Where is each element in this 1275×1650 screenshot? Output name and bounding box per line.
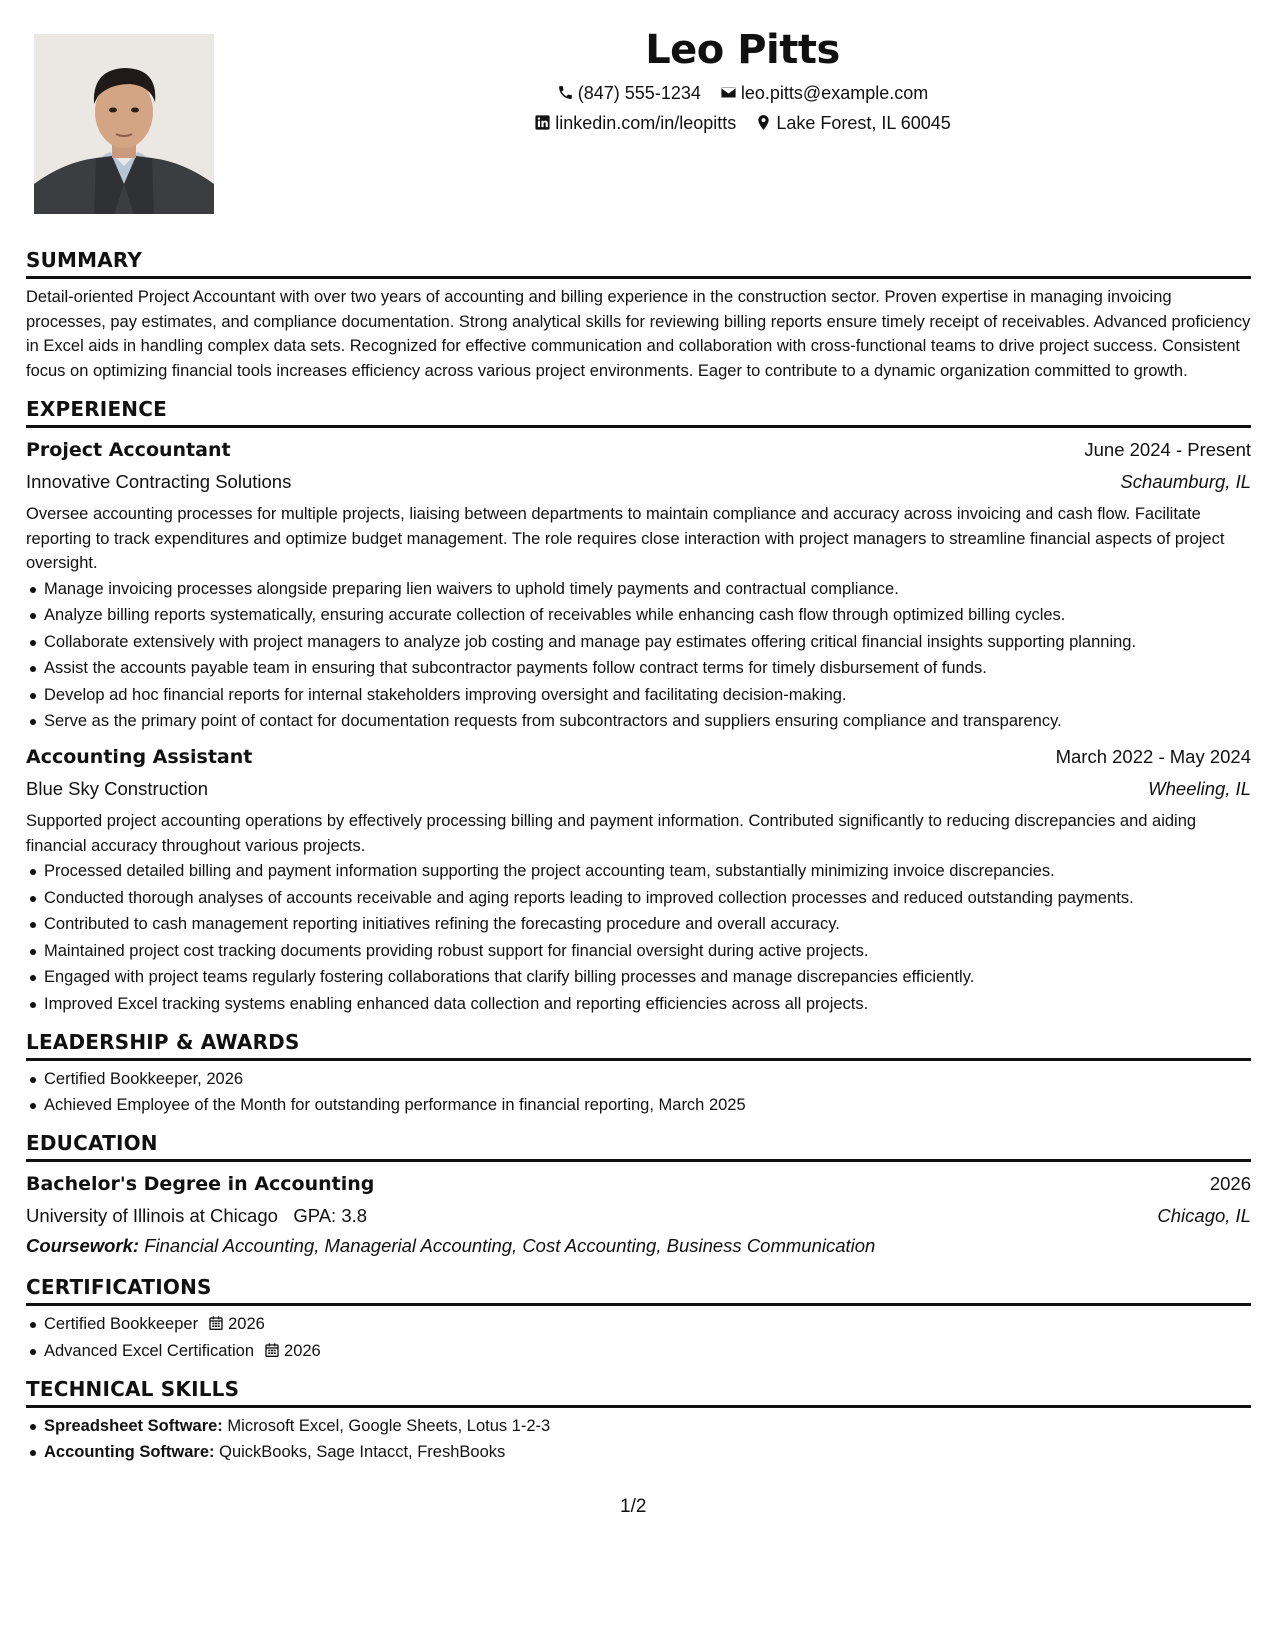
job-subheader bbox=[26, 466, 1251, 497]
job-description: Oversee accounting processes for multiple projects, liaising between departments to maintain compliance and accuracy across invoicing and cash flow. Facilitate reporting to track expenditures and optimize budget management. The role requires close interaction with project managers to streamline financial aspects of project oversight. bbox=[26, 505, 1225, 572]
experience-section bbox=[26, 395, 1251, 1016]
list-item: Analyze billing reports systematically, ensuring accurate collection of receivables while enhancing cash flow through optimized billing cycles. bbox=[26, 603, 1251, 627]
job-title: Accounting Assistant bbox=[26, 746, 253, 768]
summary-section bbox=[26, 246, 1251, 383]
section-title: CERTIFICATIONS bbox=[26, 1273, 1251, 1306]
list-item: Serve as the primary point of contact for documentation requests from subcontractors and suppliers ensuring compliance and transparency. bbox=[26, 709, 1251, 733]
gpa: GPA: 3.8 bbox=[293, 1205, 368, 1226]
job-subheader bbox=[26, 773, 1251, 804]
location-text: Lake Forest, IL 60045 bbox=[776, 113, 951, 133]
certification-year: 2026 bbox=[284, 1341, 321, 1360]
section-title: TECHNICAL SKILLS bbox=[26, 1375, 1251, 1408]
certification-year: 2026 bbox=[228, 1315, 265, 1333]
calendar-icon bbox=[264, 1342, 280, 1358]
job-description: Supported project accounting operations by effectively processing billing and payment information. Contributed significantly to reducing discrepancies and aiding financial accuracy throughout various projects. bbox=[26, 812, 1197, 855]
list-item: Certified Bookkeeper, 2026 bbox=[26, 1067, 1251, 1091]
phone-contact bbox=[557, 78, 701, 108]
job-location: Schaumburg, IL bbox=[1120, 471, 1251, 492]
education-section bbox=[26, 1129, 1251, 1261]
list-item: Processed detailed billing and payment information supporting the project accounting team, substantially minimizing invoice discrepancies. bbox=[26, 859, 1251, 883]
school-row bbox=[26, 1200, 1251, 1231]
school-location: Chicago, IL bbox=[1157, 1205, 1251, 1226]
job-header bbox=[26, 434, 1251, 466]
skill-category: Spreadsheet Software: bbox=[44, 1416, 223, 1435]
coursework-list: Financial Accounting, Managerial Accounting, Cost Accounting, Business Communication bbox=[144, 1235, 876, 1256]
certification-name: Certified Bookkeeper bbox=[44, 1315, 199, 1333]
coursework-label: Coursework: bbox=[26, 1235, 140, 1256]
list-item: Achieved Employee of the Month for outstanding performance in financial reporting, March 2025 bbox=[26, 1093, 1251, 1117]
company-name: Innovative Contracting Solutions bbox=[26, 471, 292, 492]
technical-skills-section bbox=[26, 1375, 1251, 1465]
list-item bbox=[26, 1339, 1251, 1363]
page-number: 1/2 bbox=[620, 1496, 647, 1517]
section-title: EDUCATION bbox=[26, 1129, 1251, 1162]
job-dates: June 2024 - Present bbox=[1084, 439, 1251, 460]
list-item: Collaborate extensively with project managers to analyze job costing and manage pay estimates offering critical financial insights supporting planning. bbox=[26, 630, 1251, 654]
location-contact bbox=[755, 108, 950, 138]
email-text: leo.pitts@example.com bbox=[740, 83, 929, 103]
list-item bbox=[26, 1414, 1251, 1438]
section-title: EXPERIENCE bbox=[26, 395, 1251, 428]
job-entry bbox=[26, 741, 1251, 1016]
phone-icon bbox=[557, 84, 574, 101]
list-item: Maintained project cost tracking documents providing robust support for financial oversight during active projects. bbox=[26, 939, 1251, 963]
candidate-name: Leo Pitts bbox=[645, 27, 840, 73]
linkedin-text: linkedin.com/in/leopitts bbox=[555, 113, 737, 133]
section-title: LEADERSHIP & AWARDS bbox=[26, 1028, 1251, 1061]
degree-name: Bachelor's Degree in Accounting bbox=[26, 1173, 375, 1195]
email-contact[interactable] bbox=[720, 78, 928, 108]
list-item: Conducted thorough analyses of accounts receivable and aging reports leading to improved collection processes and reduced outstanding payments. bbox=[26, 886, 1251, 910]
job-bullets bbox=[26, 577, 1251, 734]
list-item: Engaged with project teams regularly fostering collaborations that clarify billing processes and manage discrepancies efficiently. bbox=[26, 965, 1251, 989]
summary-text: Detail-oriented Project Accountant with over two years of accounting and billing experience in the construction sector. Proven expertise in managing invoicing processes, pay estimates, and compliance documentation. Strong analytical skills for reviewing billing reports ensure timely receipt of receivables. Advanced proficiency in Excel aids in handling complex data sets. Recognized for effective communication and collaboration with cross-functional teams to drive project success. Consistent focus on optimizing financial tools increases efficiency across various project environments. Eager to contribute to a dynamic organization committed to growth. bbox=[26, 288, 1251, 380]
section-title: SUMMARY bbox=[26, 246, 1251, 279]
skill-category: Accounting Software: bbox=[44, 1443, 215, 1461]
profile-photo bbox=[34, 34, 214, 214]
list-item bbox=[26, 1440, 1251, 1464]
school-name: University of Illinois at Chicago bbox=[26, 1205, 278, 1226]
contact-row-2 bbox=[250, 108, 1235, 138]
coursework bbox=[26, 1231, 1251, 1261]
award-list bbox=[26, 1067, 1251, 1118]
degree-header bbox=[26, 1168, 1251, 1200]
calendar-icon bbox=[208, 1315, 224, 1331]
linkedin-icon bbox=[534, 114, 551, 131]
list-item: Develop ad hoc financial reports for internal stakeholders improving oversight and facilitating decision-making. bbox=[26, 683, 1251, 707]
certification-name: Advanced Excel Certification bbox=[44, 1341, 255, 1360]
list-item: Improved Excel tracking systems enabling enhanced data collection and reporting efficiencies across all projects. bbox=[26, 992, 1251, 1016]
phone-text: (847) 555-1234 bbox=[577, 83, 701, 103]
resume-header bbox=[250, 22, 1235, 138]
certification-list bbox=[26, 1312, 1251, 1363]
list-item: Manage invoicing processes alongside preparing lien waivers to uphold timely payments and contractual compliance. bbox=[26, 577, 1251, 601]
job-entry bbox=[26, 434, 1251, 733]
resume-body bbox=[26, 246, 1251, 1476]
job-location: Wheeling, IL bbox=[1148, 778, 1251, 799]
company-name: Blue Sky Construction bbox=[26, 778, 209, 799]
skill-values: QuickBooks, Sage Intacct, FreshBooks bbox=[219, 1443, 506, 1461]
contact-row-1 bbox=[250, 78, 1235, 108]
certifications-section bbox=[26, 1273, 1251, 1363]
list-item: Contributed to cash management reporting initiatives refining the forecasting procedure and overall accuracy. bbox=[26, 912, 1251, 936]
leadership-section bbox=[26, 1028, 1251, 1118]
linkedin-contact[interactable] bbox=[534, 108, 736, 138]
list-item: Assist the accounts payable team in ensuring that subcontractor payments follow contract terms for timely disbursement of funds. bbox=[26, 656, 1251, 680]
skills-list bbox=[26, 1414, 1251, 1465]
school-info bbox=[26, 1200, 367, 1231]
job-header bbox=[26, 741, 1251, 773]
portrait-image bbox=[34, 34, 214, 214]
map-pin-icon bbox=[755, 114, 772, 131]
graduation-year: 2026 bbox=[1209, 1173, 1251, 1194]
job-bullets bbox=[26, 859, 1251, 1016]
envelope-icon bbox=[720, 84, 737, 101]
job-title: Project Accountant bbox=[26, 439, 231, 461]
list-item bbox=[26, 1312, 1251, 1336]
job-dates: March 2022 - May 2024 bbox=[1055, 746, 1251, 767]
skill-values: Microsoft Excel, Google Sheets, Lotus 1-2-3 bbox=[227, 1416, 551, 1435]
